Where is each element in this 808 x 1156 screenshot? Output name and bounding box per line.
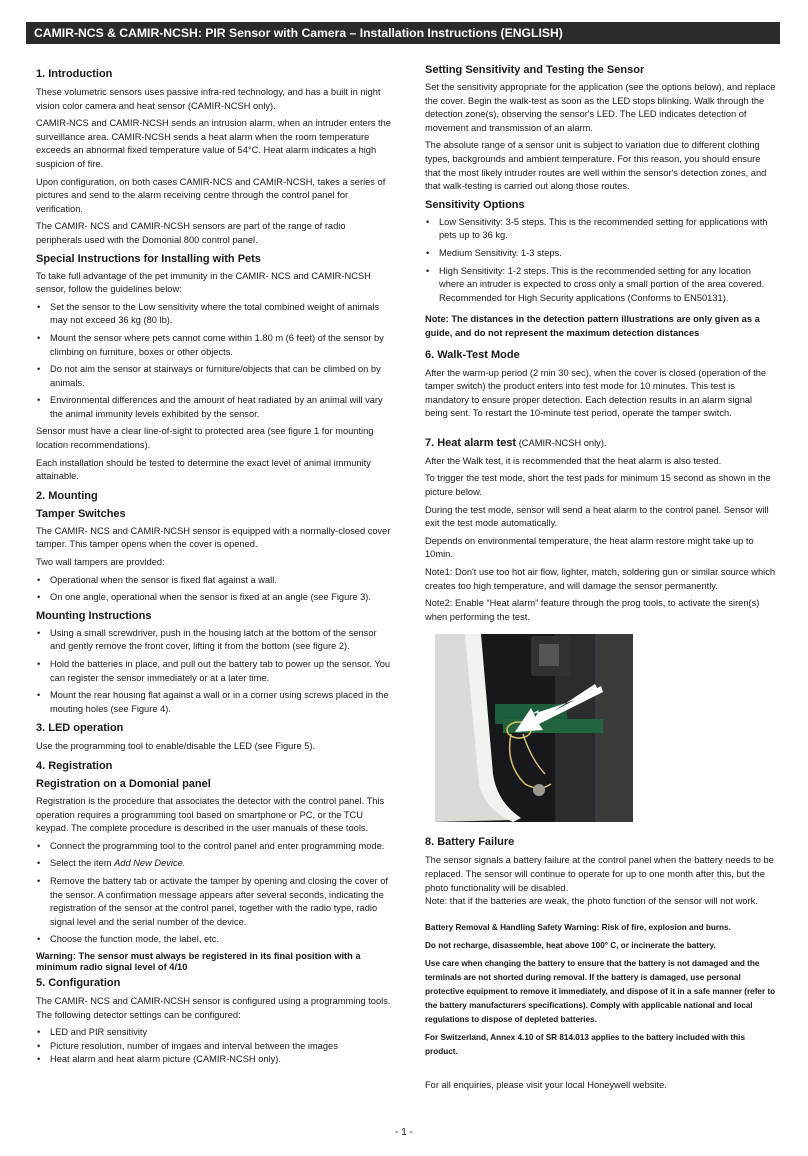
mounting-instructions-list (36, 627, 392, 717)
list-item: • Connect the programming tool to the control panel and enter programming mode. (36, 840, 392, 854)
right-column (425, 62, 777, 1096)
battery-safety-warning: Do not recharge, disassemble, heat above 100° C, or incinerate the battery. (425, 940, 716, 950)
heat-paragraph: During the test mode, sensor will send a heat alarm to the control panel. Sensor will exit the test mode automatically. (425, 504, 769, 529)
heat-paragraph: Note2: Enable “Heat alarm” feature through the prog tools, to activate the siren(s) when performing the test. (425, 598, 760, 622)
intro-paragraph: These volumetric sensors uses passive infra-red technology, and has a built in night vision color camera and heat sensor (CAMIR-NCSH only). (36, 87, 381, 111)
section-pets-heading: Special Instructions for Installing with Pets (36, 252, 261, 265)
list-item: • Mount the rear housing flat against a wall or in a corner using screws placed in the mouting holes (see Figure 4). (36, 689, 392, 716)
tamper-paragraph: Two wall tampers are provided: (36, 557, 165, 568)
heat-paragraph: Note1: Don't use too hot air flow, lighter, match, soldering gun or similar source which creates too high temperature, and will damage the sensor permanently. (425, 567, 776, 591)
section-walk-test-heading: 6. Walk-Test Mode (425, 348, 520, 361)
sensitivity-paragraph: The absolute range of a sensor unit is subject to variation due to different clothing types, backgrounds and ambient temperature. For this reason, you should ensure that the most likely intruder routes are well within the sensor's detection zones, and that walk-testing is carried out along those routes. (425, 140, 767, 192)
tamper-list (36, 574, 392, 605)
list-item: • On one angle, operational when the sensor is fixed at an angle (see Figure 3). (36, 591, 392, 605)
registration-domonial-heading: Registration on a Domonial panel (36, 777, 211, 790)
list-item: • Operational when the sensor is fixed flat against a wall. (36, 574, 392, 588)
heat-paragraph: Depends on environmental temperature, the heat alarm restore might take up to 10min. (425, 535, 754, 560)
list-item: • Remove the battery tab or activate the tamper by opening and closing the cover of the sensor. A confirmation message appears after several seconds, indicating the registration of the sensor at the control panel, together with the radio type, radio signal level and the serial number of the device. (36, 875, 392, 929)
sensitivity-testing-heading: Setting Sensitivity and Testing the Sensor (425, 64, 645, 76)
detection-distance-note: Note: The distances in the detection pattern illustrations are only given as a guide, and do not represent the maximum detection distances (425, 314, 760, 338)
heat-paragraph: To trigger the test mode, short the test pads for minimum 15 second as shown in the picture below. (425, 473, 771, 498)
enquiries-note: For all enquiries, please visit your local Honeywell website. (425, 1079, 667, 1090)
tamper-paragraph: The CAMIR- NCS and CAMIR-NCSH sensor is equipped with a normally-closed cover tamper. This tamper opens when the cover is opened. (36, 525, 391, 550)
sensitivity-options-list (425, 216, 777, 306)
intro-paragraph: CAMIR-NCS and CAMIR-NCSH sends an intrusion alarm, when an intruder enters the surveillance area. CAMIR-NCSH sends a heat alarm when the room temperature exceeds an abnormal fixed temperature value of 54°C. Heat alarm indicates a high suspicion of fire. (36, 118, 391, 169)
section-led-heading: 3. LED operation (36, 722, 124, 735)
list-item: • Heat alarm and heat alarm picture (CAMIR-NCSH only). (36, 1053, 392, 1067)
list-item: • Choose the function mode, the label, etc. (36, 933, 392, 947)
pets-paragraph: Sensor must have a clear line-of-sight to protected area (see figure 1 for mounting location recommendations). (36, 426, 374, 451)
item-text: Select the item (50, 858, 115, 869)
pets-paragraph: Each installation should be tested to determine the exact level of animal immunity attainable. (36, 457, 371, 482)
sensitivity-paragraph: Set the sensitivity appropriate for the application (see the options below), and replace the cover. Begin the walk-test as soon as the LED stops blinking. Walk through the detection zone(s), observing the sensor's LED. The LED indicates detection of movement and transmission of an alarm. (425, 82, 776, 133)
section-heat-alarm-heading (425, 437, 777, 450)
mounting-instructions-heading: Mounting Instructions (36, 609, 152, 622)
led-paragraph: Use the programming tool to enable/disable the LED (see Figure 5). (36, 741, 316, 752)
section-registration-heading: 4. Registration (36, 759, 113, 772)
section-battery-heading: 8. Battery Failure (425, 836, 515, 849)
config-list (36, 1026, 392, 1067)
item-text-emphasis: Add New Device. (114, 858, 186, 869)
list-item: • Do not aim the sensor at stairways or furniture/objects that can be climbed on by animals. (36, 363, 392, 390)
list-item: • Hold the batteries in place, and pull out the battery tab to power up the sensor. You can register the sensor immediately or at a later time. (36, 658, 392, 685)
battery-safety-warning: Use care when changing the battery to ensure that the battery is not damaged and the terminals are not shorted during removal. If the battery is damaged, use personal protective equipment to remove it immediately, and dispose of it in a safe manner (refer to the battery manufacturers specifications). Comply with applicable national and local regulations to dispose of depleted batteries. (425, 958, 776, 1024)
battery-paragraph: Note: that if the batteries are weak, the photo function of the sensor will not work. (425, 896, 758, 907)
section-introduction-heading: 1. Introduction (36, 68, 113, 80)
list-item: • Medium Sensitivity. 1-3 steps. (425, 247, 777, 261)
section-mounting-heading: 2. Mounting (36, 489, 98, 502)
list-item: • Set the sensor to the Low sensitivity where the total combined weight of animals may not exceed 36 kg (80 lb). (36, 301, 392, 328)
heat-heading-subtitle: (CAMIR-NCSH only). (516, 437, 607, 448)
battery-paragraph: The sensor signals a battery failure at the control panel when the battery needs to be replaced. The sensor will continue to operate for up to one month after this, but the photo functionality will be disabled. (425, 855, 774, 893)
test-pads-photo-illustration (435, 634, 633, 822)
page-number: - 1 - (395, 1127, 413, 1138)
list-item: • Using a small screwdriver, push in the housing latch at the bottom of the sensor and gently remove the front cover, lifting it from the bottom (see figure 2). (36, 627, 392, 654)
list-item: • LED and PIR sensitivity (36, 1026, 392, 1040)
battery-safety-warning: Battery Removal & Handling Safety Warning: Risk of fire, explosion and burns. (425, 922, 731, 932)
section-configuration-heading: 5. Configuration (36, 976, 121, 989)
pets-paragraph: To take full advantage of the pet immunity in the CAMIR- NCS and CAMIR-NCSH sensor, follow the guidelines below: (36, 270, 371, 295)
intro-paragraph: Upon configuration, on both cases CAMIR-NCS and CAMIR-NCSH, takes a series of pictures and send to the alarm receiving centre through the control panel for verification. (36, 176, 386, 214)
tamper-switches-heading: Tamper Switches (36, 507, 126, 520)
document-title-banner: CAMIR-NCS & CAMIR-NCSH: PIR Sensor with Camera – Installation Instructions (ENGLISH) (26, 22, 780, 44)
registration-warning: Warning: The sensor must always be registered in its final position with a minimum radio signal level of 4/10 (36, 950, 361, 972)
config-paragraph: The CAMIR- NCS and CAMIR-NCSH sensor is configured using a programming tools. The following detector settings can be configured: (36, 995, 391, 1020)
list-item (36, 857, 392, 871)
list-item: • Mount the sensor where pets cannot come within 1.80 m (6 feet) of the sensor by climbing on furniture, boxes or other objects. (36, 332, 392, 359)
registration-paragraph: Registration is the procedure that associates the detector with the control panel. This operation requires a programming tool based on smartphone or PC, or the TCU keypad. The complete procedure is described in the user manuals of these tools. (36, 795, 385, 834)
list-item: • Picture resolution, number of imgaes and interval between the images (36, 1040, 392, 1054)
walk-test-paragraph: After the warm-up period (2 min 30 sec), when the cover is closed (operation of the tamper switch) the product enters into test mode for 10 minutes. This test is mandatory to ensure proper detection. Each detection results in an alarm signal being sent. To restart the 10-minute test period, operate the tamper switch. (425, 367, 767, 419)
left-column (36, 62, 392, 1071)
heat-heading-text: 7. Heat alarm test (425, 436, 517, 449)
intro-paragraph: The CAMIR- NCS and CAMIR-NCSH sensors are part of the range of radio peripherals used with the Domonial 800 control panel. (36, 221, 346, 245)
heat-paragraph: After the Walk test, it is recommended that the heat alarm is also tested. (425, 455, 722, 466)
list-item: • Low Sensitivity: 3-5 steps. This is the recommended setting for applications with pets up to 36 kg. (425, 216, 777, 243)
list-item: • Environmental differences and the amount of heat radiated by an animal will vary the animal immunity levels exhibited by the sensor. (36, 394, 392, 421)
pets-list (36, 301, 392, 422)
test-pads-photo (435, 634, 633, 822)
registration-list (36, 840, 392, 947)
sensitivity-options-heading: Sensitivity Options (425, 198, 525, 211)
battery-safety-warning: For Switzerland, Annex 4.10 of SR 814.013 applies to the battery included with this product. (425, 1032, 745, 1056)
list-item: • High Sensitivity: 1-2 steps. This is the recommended setting for any location where an intruder is expected to cross only a small portion of the area covered. Recommended for High Security applications (Conforms to EN50131). (425, 265, 777, 306)
